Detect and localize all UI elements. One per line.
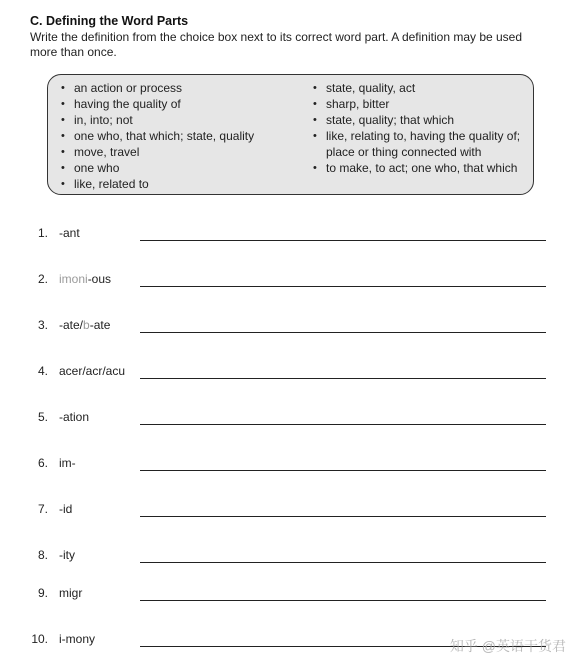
answer-line[interactable] bbox=[140, 332, 546, 333]
question-number: 1. bbox=[37, 226, 48, 240]
answer-line[interactable] bbox=[140, 240, 546, 241]
word-part-text: -ous bbox=[87, 272, 112, 286]
answer-line[interactable] bbox=[140, 600, 546, 601]
question-number: 5. bbox=[37, 410, 48, 424]
word-part bbox=[59, 548, 75, 562]
choice-item: • in, into; not bbox=[60, 112, 300, 128]
word-part-text: migr bbox=[59, 586, 83, 600]
choice-box bbox=[47, 74, 534, 195]
question-row bbox=[0, 548, 578, 578]
choice-item-continued: place or thing connected with bbox=[326, 145, 482, 159]
word-part-text: -ate bbox=[89, 318, 111, 332]
answer-line[interactable] bbox=[140, 470, 546, 471]
choice-list-right bbox=[312, 80, 527, 176]
choice-item: • an action or process bbox=[60, 80, 300, 96]
question-number: 3. bbox=[37, 318, 48, 332]
question-row bbox=[0, 586, 578, 616]
question-row bbox=[0, 226, 578, 256]
choice-item: • to make, to act; one who, that which bbox=[312, 160, 527, 176]
question-row bbox=[0, 318, 578, 348]
choice-item: • having the quality of bbox=[60, 96, 300, 112]
word-part-pre-text: -ate/ bbox=[59, 318, 84, 332]
word-part-text: acer/acr/acu bbox=[59, 364, 126, 378]
word-part bbox=[59, 272, 111, 286]
choice-item: • like, related to bbox=[60, 176, 300, 192]
choice-item: • move, travel bbox=[60, 144, 300, 160]
question-row bbox=[0, 410, 578, 440]
question-number: 9. bbox=[37, 586, 48, 600]
section-title: C. Defining the Word Parts bbox=[30, 14, 189, 28]
word-part-text: -ation bbox=[59, 410, 90, 424]
question-number: 7. bbox=[37, 502, 48, 516]
question-row bbox=[0, 364, 578, 394]
question-number: 8. bbox=[37, 548, 48, 562]
word-part-faint-text: imoni bbox=[59, 272, 88, 286]
word-part bbox=[59, 502, 72, 516]
answer-line[interactable] bbox=[140, 562, 546, 563]
choice-list-left bbox=[60, 80, 300, 192]
instructions: Write the definition from the choice box next to its correct word part. A definition may be used more than once. bbox=[30, 30, 523, 59]
question-number: 10. bbox=[31, 632, 48, 646]
question-row bbox=[0, 272, 578, 302]
word-part bbox=[59, 318, 110, 332]
choice-item: • state, quality; that which bbox=[312, 112, 527, 128]
question-number: 4. bbox=[37, 364, 48, 378]
word-part-text: i-mony bbox=[59, 632, 96, 646]
word-part bbox=[59, 364, 125, 378]
choice-item: • sharp, bitter bbox=[312, 96, 527, 112]
word-part-text: -ant bbox=[59, 226, 80, 240]
word-part bbox=[59, 586, 82, 600]
question-row bbox=[0, 502, 578, 532]
answer-line[interactable] bbox=[140, 378, 546, 379]
word-part bbox=[59, 632, 95, 646]
question-number: 6. bbox=[37, 456, 48, 470]
choice-item: • one who bbox=[60, 160, 300, 176]
word-part bbox=[59, 456, 76, 470]
word-part-text: im- bbox=[59, 456, 76, 470]
answer-line[interactable] bbox=[140, 424, 546, 425]
watermark-text: 知乎 @英语干货君 bbox=[449, 638, 566, 654]
answer-line[interactable] bbox=[140, 516, 546, 517]
word-part-faint-text: b bbox=[83, 318, 90, 332]
word-part bbox=[59, 226, 80, 240]
word-part-text: -ity bbox=[59, 548, 75, 562]
answer-line[interactable] bbox=[140, 286, 546, 287]
choice-item: • like, relating to, having the quality of; bbox=[312, 128, 527, 144]
choice-item: • state, quality, act bbox=[312, 80, 527, 96]
word-part-text: -id bbox=[59, 502, 73, 516]
choice-item: • one who, that which; state, quality bbox=[60, 128, 300, 144]
question-row bbox=[0, 456, 578, 486]
question-number: 2. bbox=[37, 272, 48, 286]
word-part bbox=[59, 410, 89, 424]
